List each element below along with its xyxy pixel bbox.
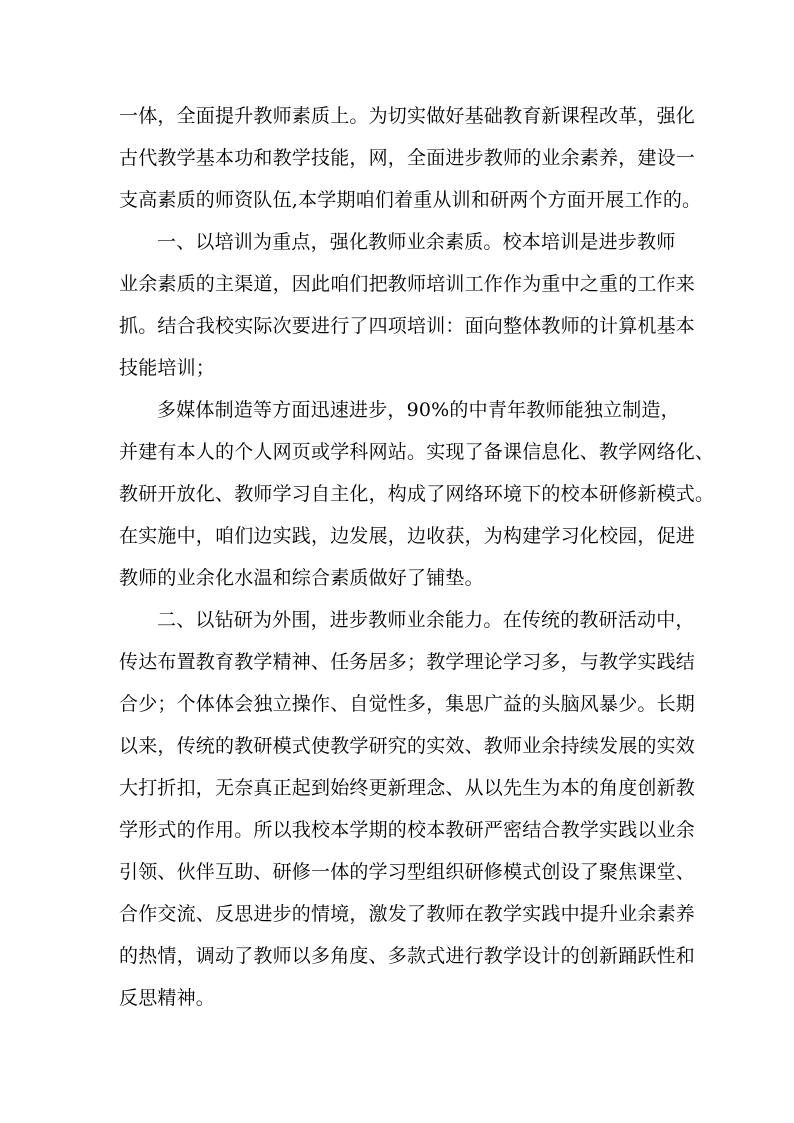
paragraph-line: 的热情，调动了教师以多角度、多款式进行教学设计的创新踊跃性和 [119,945,696,967]
paragraph-line: 合作交流、反思进步的情境，激发了教师在教学实践中提升业余素养 [119,903,696,925]
paragraph-line: 教研开放化、教师学习自主化，构成了网络环境下的校本研修新模式。 [119,483,715,505]
paragraph-line: 多媒体制造等方面迅速进步，90%的中青年教师能独立制造， [157,399,680,421]
paragraph-line: 在实施中，咱们边实践，边发展，边收获，为构建学习化校园，促进 [119,525,696,547]
paragraph-line: 传达布置教育教学精神、任务居多；教学理论学习多，与教学实践结 [119,651,696,673]
paragraph-line: 古代教学基本功和教学技能，网，全面进步教师的业余素养，建设一 [119,147,696,169]
paragraph-line: 合少；个体体会独立操作、自觉性多，集思广益的头脑风暴少。长期 [119,693,696,715]
paragraph-line: 二、以钻研为外围，进步教师业余能力。在传统的教研活动中， [157,609,695,631]
paragraph-line: 技能培训； [119,357,216,379]
paragraph-line: 大打折扣，无奈真正起到始终更新理念、从以先生为本的角度创新教 [119,777,696,799]
paragraph-line: 支高素质的师资队伍,本学期咱们着重从训和研两个方面开展工作的。 [119,189,702,211]
paragraph-line: 反思精神。 [119,987,216,1009]
paragraph-line: 业余素质的主渠道，因此咱们把教师培训工作作为重中之重的工作来 [119,273,696,295]
paragraph-line: 教师的业余化水温和综合素质做好了铺垫。 [119,567,484,589]
paragraph-line: 以来，传统的教研模式使教学研究的实效、教师业余持续发展的实效 [119,735,696,757]
paragraph-line: 抓。结合我校实际次要进行了四项培训：面向整体教师的计算机基本 [119,315,696,337]
paragraph-line: 一体，全面提升教师素质上。为切实做好基础教育新课程改革，强化 [119,105,696,127]
paragraph-line: 引领、伙伴互助、研修一体的学习型组织研修模式创设了聚焦课堂、 [119,861,696,883]
paragraph-line: 学形式的作用。所以我校本学期的校本教研严密结合教学实践以业余 [119,819,696,841]
paragraph-line: 一、以培训为重点，强化教师业余素质。校本培训是进步教师 [157,231,676,253]
paragraph-line: 并建有本人的个人网页或学科网站。实现了备课信息化、教学网络化、 [119,441,715,463]
